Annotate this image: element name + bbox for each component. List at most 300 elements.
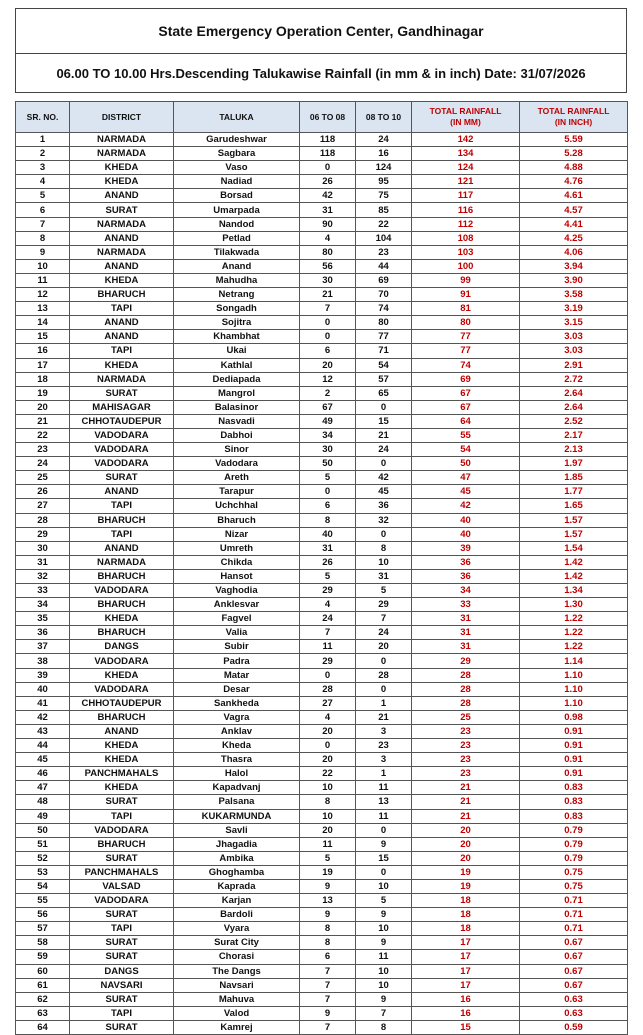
sr-no-cell: 9 [16,245,70,259]
total-inch-cell: 2.72 [520,372,628,386]
sr-no-cell: 47 [16,781,70,795]
rain-08-10-cell: 44 [356,259,412,273]
rain-08-10-cell: 0 [356,865,412,879]
table-row [16,795,628,809]
sr-no-cell: 26 [16,485,70,499]
total-mm-cell: 116 [412,203,520,217]
total-inch-cell: 3.58 [520,288,628,302]
taluka-cell: Anklav [174,724,300,738]
district-cell: DANGS [70,640,174,654]
total-inch-cell: 4.61 [520,189,628,203]
sr-no-cell: 59 [16,950,70,964]
total-mm-cell: 19 [412,879,520,893]
rain-06-08-cell: 9 [300,1006,356,1020]
rain-06-08-cell: 31 [300,203,356,217]
rain-06-08-cell: 6 [300,344,356,358]
district-cell: VADODARA [70,457,174,471]
rain-08-10-cell: 70 [356,288,412,302]
table-body [16,133,628,1035]
rain-08-10-cell: 10 [356,978,412,992]
rain-08-10-cell: 11 [356,809,412,823]
table-row [16,781,628,795]
rain-06-08-cell: 20 [300,724,356,738]
total-inch-cell: 0.67 [520,964,628,978]
district-cell: KHEDA [70,668,174,682]
district-cell: NARMADA [70,372,174,386]
total-inch-cell: 0.79 [520,837,628,851]
total-inch-cell: 0.79 [520,823,628,837]
rain-08-10-cell: 9 [356,992,412,1006]
total-mm-cell: 17 [412,950,520,964]
rain-08-10-cell: 69 [356,273,412,287]
total-inch-cell: 4.25 [520,231,628,245]
total-inch-cell: 4.76 [520,175,628,189]
table-row [16,302,628,316]
rain-08-10-cell: 24 [356,626,412,640]
rain-06-08-cell: 10 [300,809,356,823]
sr-no-cell: 7 [16,217,70,231]
total-mm-cell: 28 [412,696,520,710]
district-cell: BHARUCH [70,513,174,527]
rain-06-08-cell: 21 [300,288,356,302]
total-mm-cell: 55 [412,428,520,442]
taluka-cell: Hansot [174,569,300,583]
district-cell: KHEDA [70,739,174,753]
total-mm-cell: 91 [412,288,520,302]
district-cell: BHARUCH [70,598,174,612]
sr-no-cell: 44 [16,739,70,753]
total-inch-cell: 0.79 [520,851,628,865]
district-cell: KHEDA [70,781,174,795]
taluka-cell: Vaso [174,161,300,175]
total-mm-cell: 40 [412,527,520,541]
rain-08-10-cell: 24 [356,133,412,147]
rain-06-08-cell: 56 [300,259,356,273]
rain-06-08-cell: 7 [300,964,356,978]
col-header-district: DISTRICT [70,102,174,133]
taluka-cell: Netrang [174,288,300,302]
rain-06-08-cell: 11 [300,640,356,654]
sr-no-cell: 22 [16,428,70,442]
total-mm-cell: 103 [412,245,520,259]
table-row [16,894,628,908]
sr-no-cell: 51 [16,837,70,851]
total-inch-cell: 0.59 [520,1020,628,1034]
table-row [16,598,628,612]
total-inch-cell: 4.88 [520,161,628,175]
district-cell: VADODARA [70,894,174,908]
district-cell: MAHISAGAR [70,400,174,414]
sr-no-cell: 61 [16,978,70,992]
rain-06-08-cell: 30 [300,273,356,287]
sr-no-cell: 2 [16,147,70,161]
rain-06-08-cell: 22 [300,767,356,781]
total-inch-cell: 1.10 [520,668,628,682]
sr-no-cell: 10 [16,259,70,273]
total-mm-cell: 19 [412,865,520,879]
total-mm-cell: 18 [412,894,520,908]
total-mm-cell: 29 [412,654,520,668]
total-mm-cell: 36 [412,569,520,583]
taluka-cell: Dabhoi [174,428,300,442]
rain-06-08-cell: 29 [300,654,356,668]
sr-no-cell: 49 [16,809,70,823]
total-inch-cell: 1.22 [520,640,628,654]
taluka-cell: Anklesvar [174,598,300,612]
district-cell: SURAT [70,950,174,964]
table-row [16,936,628,950]
rain-08-10-cell: 74 [356,302,412,316]
rain-08-10-cell: 0 [356,682,412,696]
total-mm-cell: 18 [412,908,520,922]
table-row [16,259,628,273]
sr-no-cell: 46 [16,767,70,781]
total-mm-cell: 28 [412,668,520,682]
taluka-cell: Desar [174,682,300,696]
district-cell: VADODARA [70,584,174,598]
total-inch-cell: 4.57 [520,203,628,217]
sr-no-cell: 23 [16,443,70,457]
rain-08-10-cell: 10 [356,964,412,978]
rain-06-08-cell: 49 [300,414,356,428]
taluka-cell: Tilakwada [174,245,300,259]
total-mm-cell: 21 [412,781,520,795]
total-inch-cell: 1.34 [520,584,628,598]
total-mm-cell: 18 [412,922,520,936]
total-mm-cell: 134 [412,147,520,161]
sr-no-cell: 50 [16,823,70,837]
total-mm-cell: 25 [412,710,520,724]
rain-06-08-cell: 8 [300,795,356,809]
sr-no-cell: 24 [16,457,70,471]
taluka-cell: Savli [174,823,300,837]
rain-08-10-cell: 5 [356,894,412,908]
rain-06-08-cell: 4 [300,598,356,612]
district-cell: SURAT [70,851,174,865]
sr-no-cell: 35 [16,612,70,626]
district-cell: NARMADA [70,245,174,259]
taluka-cell: Sojitra [174,316,300,330]
total-inch-cell: 3.15 [520,316,628,330]
sr-no-cell: 21 [16,414,70,428]
rain-06-08-cell: 28 [300,682,356,696]
table-row [16,978,628,992]
rain-08-10-cell: 104 [356,231,412,245]
taluka-cell: Songadh [174,302,300,316]
district-cell: CHHOTAUDEPUR [70,414,174,428]
sr-no-cell: 29 [16,527,70,541]
table-row [16,950,628,964]
total-inch-cell: 0.91 [520,724,628,738]
total-inch-cell: 0.75 [520,865,628,879]
table-row [16,809,628,823]
rain-06-08-cell: 4 [300,231,356,245]
rain-06-08-cell: 7 [300,1020,356,1034]
total-inch-cell: 0.63 [520,992,628,1006]
rain-06-08-cell: 20 [300,823,356,837]
taluka-cell: Petlad [174,231,300,245]
taluka-cell: Ukai [174,344,300,358]
total-mm-cell: 80 [412,316,520,330]
district-cell: TAPI [70,809,174,823]
total-mm-cell: 67 [412,400,520,414]
total-inch-cell: 3.94 [520,259,628,273]
district-cell: KHEDA [70,358,174,372]
taluka-cell: The Dangs [174,964,300,978]
taluka-cell: Dediapada [174,372,300,386]
total-inch-cell: 0.91 [520,739,628,753]
rain-08-10-cell: 45 [356,485,412,499]
sr-no-cell: 6 [16,203,70,217]
district-cell: TAPI [70,527,174,541]
table-row [16,879,628,893]
total-inch-cell: 0.67 [520,978,628,992]
rain-06-08-cell: 20 [300,358,356,372]
rain-06-08-cell: 8 [300,922,356,936]
total-mm-cell: 100 [412,259,520,273]
district-cell: KHEDA [70,753,174,767]
taluka-cell: Balasinor [174,400,300,414]
sr-no-cell: 8 [16,231,70,245]
sr-no-cell: 14 [16,316,70,330]
sr-no-cell: 42 [16,710,70,724]
rain-06-08-cell: 118 [300,133,356,147]
taluka-cell: Mahuva [174,992,300,1006]
rain-08-10-cell: 15 [356,414,412,428]
district-cell: ANAND [70,189,174,203]
taluka-cell: Vyara [174,922,300,936]
taluka-cell: Thasra [174,753,300,767]
rain-06-08-cell: 10 [300,781,356,795]
total-inch-cell: 0.63 [520,1006,628,1020]
taluka-cell: Umarpada [174,203,300,217]
table-row [16,471,628,485]
rainfall-table [15,101,628,1035]
district-cell: BHARUCH [70,288,174,302]
taluka-cell: Nasvadi [174,414,300,428]
rain-08-10-cell: 9 [356,936,412,950]
district-cell: BHARUCH [70,710,174,724]
taluka-cell: Borsad [174,189,300,203]
sr-no-cell: 18 [16,372,70,386]
total-mm-cell: 17 [412,978,520,992]
sr-no-cell: 64 [16,1020,70,1034]
district-cell: BHARUCH [70,837,174,851]
table-row [16,541,628,555]
rain-08-10-cell: 95 [356,175,412,189]
rain-06-08-cell: 30 [300,443,356,457]
total-inch-cell: 4.41 [520,217,628,231]
rain-06-08-cell: 6 [300,499,356,513]
table-row [16,837,628,851]
rain-08-10-cell: 8 [356,1020,412,1034]
taluka-cell: Khambhat [174,330,300,344]
table-row [16,584,628,598]
total-mm-cell: 112 [412,217,520,231]
total-mm-cell: 20 [412,837,520,851]
table-row [16,485,628,499]
sr-no-cell: 43 [16,724,70,738]
taluka-cell: Ambika [174,851,300,865]
taluka-cell: Kapadvanj [174,781,300,795]
rain-06-08-cell: 4 [300,710,356,724]
sr-no-cell: 40 [16,682,70,696]
rain-06-08-cell: 2 [300,386,356,400]
sr-no-cell: 30 [16,541,70,555]
rain-06-08-cell: 67 [300,400,356,414]
total-mm-cell: 28 [412,682,520,696]
rain-08-10-cell: 31 [356,569,412,583]
total-mm-cell: 77 [412,344,520,358]
rain-08-10-cell: 32 [356,513,412,527]
rain-08-10-cell: 7 [356,1006,412,1020]
rain-06-08-cell: 31 [300,541,356,555]
total-mm-cell: 74 [412,358,520,372]
rain-08-10-cell: 28 [356,668,412,682]
total-mm-cell: 45 [412,485,520,499]
total-inch-cell: 1.42 [520,555,628,569]
rain-08-10-cell: 0 [356,400,412,414]
total-mm-cell: 20 [412,851,520,865]
total-inch-cell: 0.83 [520,795,628,809]
col-header-taluka: TALUKA [174,102,300,133]
rain-06-08-cell: 13 [300,894,356,908]
taluka-cell: Kamrej [174,1020,300,1034]
table-row [16,668,628,682]
table-header [16,102,628,133]
table-row [16,175,628,189]
rain-08-10-cell: 85 [356,203,412,217]
sr-no-cell: 15 [16,330,70,344]
table-row [16,161,628,175]
sr-no-cell: 20 [16,400,70,414]
taluka-cell: Matar [174,668,300,682]
taluka-cell: Umreth [174,541,300,555]
table-row [16,316,628,330]
sr-no-cell: 19 [16,386,70,400]
table-row [16,288,628,302]
taluka-cell: Tarapur [174,485,300,499]
total-mm-cell: 81 [412,302,520,316]
rain-08-10-cell: 9 [356,837,412,851]
district-cell: KHEDA [70,273,174,287]
sr-no-cell: 60 [16,964,70,978]
total-inch-cell: 3.03 [520,344,628,358]
rain-06-08-cell: 0 [300,668,356,682]
total-mm-cell: 31 [412,626,520,640]
table-row [16,992,628,1006]
rain-08-10-cell: 1 [356,767,412,781]
total-mm-cell: 54 [412,443,520,457]
sr-no-cell: 34 [16,598,70,612]
rain-08-10-cell: 42 [356,471,412,485]
total-inch-cell: 2.52 [520,414,628,428]
rain-08-10-cell: 0 [356,527,412,541]
rain-06-08-cell: 118 [300,147,356,161]
table-row [16,330,628,344]
total-inch-cell: 1.10 [520,696,628,710]
district-cell: VALSAD [70,879,174,893]
table-row [16,640,628,654]
table-row [16,457,628,471]
col-header-total-mm: TOTAL RAINFALL (IN MM) [412,102,520,133]
total-inch-cell: 1.30 [520,598,628,612]
taluka-cell: Mahudha [174,273,300,287]
rain-06-08-cell: 5 [300,851,356,865]
sr-no-cell: 32 [16,569,70,583]
total-inch-cell: 1.97 [520,457,628,471]
rain-08-10-cell: 75 [356,189,412,203]
table-row [16,428,628,442]
rain-06-08-cell: 7 [300,992,356,1006]
taluka-cell: Karjan [174,894,300,908]
table-row [16,414,628,428]
taluka-cell: Kheda [174,739,300,753]
rain-08-10-cell: 13 [356,795,412,809]
table-row [16,245,628,259]
district-cell: ANAND [70,330,174,344]
sr-no-cell: 28 [16,513,70,527]
total-inch-cell: 1.10 [520,682,628,696]
district-cell: NARMADA [70,217,174,231]
table-row [16,851,628,865]
taluka-cell: Fagvel [174,612,300,626]
taluka-cell: Surat City [174,936,300,950]
table-row [16,443,628,457]
sr-no-cell: 16 [16,344,70,358]
rain-08-10-cell: 24 [356,443,412,457]
total-inch-cell: 0.71 [520,908,628,922]
taluka-cell: Sagbara [174,147,300,161]
rain-06-08-cell: 0 [300,161,356,175]
district-cell: TAPI [70,922,174,936]
taluka-cell: Palsana [174,795,300,809]
total-mm-cell: 23 [412,767,520,781]
taluka-cell: Valod [174,1006,300,1020]
district-cell: SURAT [70,795,174,809]
district-cell: TAPI [70,344,174,358]
sr-no-cell: 5 [16,189,70,203]
rain-06-08-cell: 9 [300,908,356,922]
total-inch-cell: 3.19 [520,302,628,316]
total-mm-cell: 77 [412,330,520,344]
rain-06-08-cell: 12 [300,372,356,386]
sr-no-cell: 45 [16,753,70,767]
total-inch-cell: 2.64 [520,400,628,414]
sr-no-cell: 3 [16,161,70,175]
table-row [16,372,628,386]
col-header-total-inch: TOTAL RAINFALL (IN INCH) [520,102,628,133]
total-inch-cell: 2.13 [520,443,628,457]
taluka-cell: Nadiad [174,175,300,189]
total-mm-cell: 50 [412,457,520,471]
total-inch-cell: 2.64 [520,386,628,400]
taluka-cell: Uchchhal [174,499,300,513]
district-cell: NAVSARI [70,978,174,992]
rain-06-08-cell: 27 [300,696,356,710]
rain-06-08-cell: 5 [300,471,356,485]
total-mm-cell: 142 [412,133,520,147]
rain-08-10-cell: 22 [356,217,412,231]
report-subtitle: 06.00 TO 10.00 Hrs.Descending Talukawise Rainfall (in mm & in inch) Date: 31/07/2026 [15,54,627,93]
sr-no-cell: 56 [16,908,70,922]
sr-no-cell: 37 [16,640,70,654]
rain-06-08-cell: 80 [300,245,356,259]
total-mm-cell: 21 [412,795,520,809]
sr-no-cell: 54 [16,879,70,893]
district-cell: SURAT [70,471,174,485]
rain-08-10-cell: 16 [356,147,412,161]
